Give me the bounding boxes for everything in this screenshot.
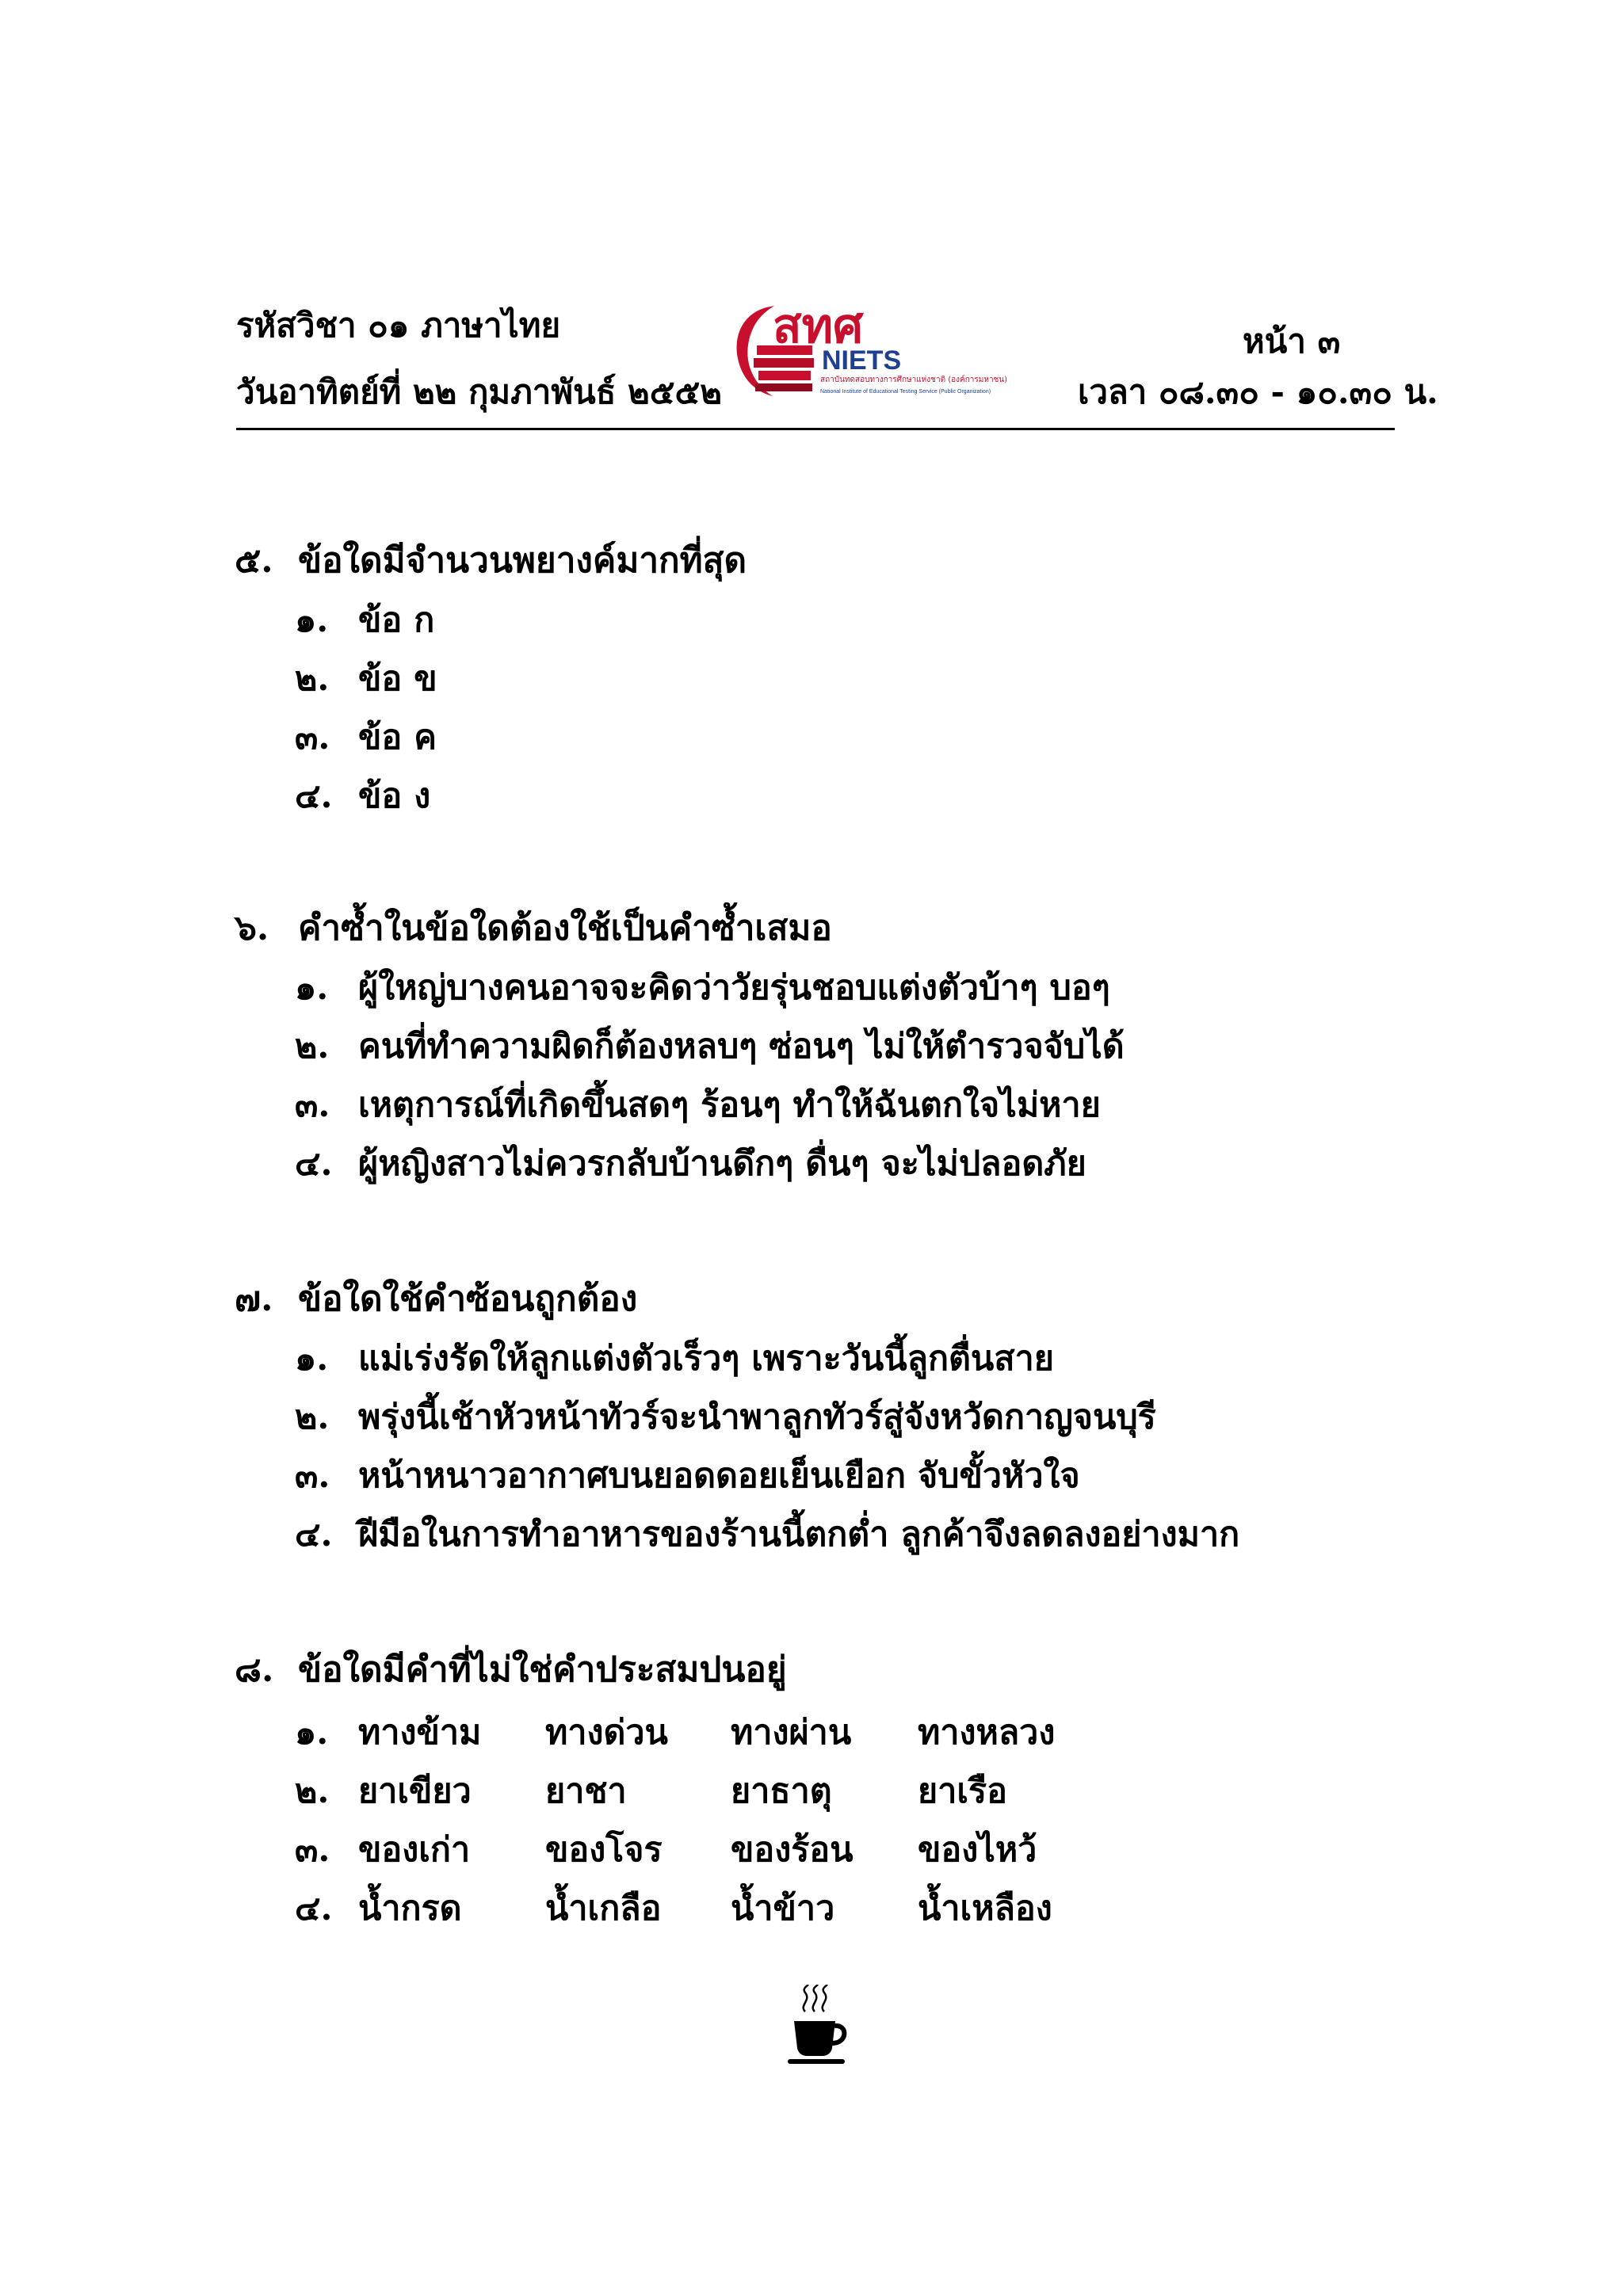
option-number: ๒. — [295, 1398, 330, 1437]
coffee-cup-icon — [785, 1985, 852, 2068]
option-word: ของร้อน — [731, 1830, 854, 1870]
option-number: ๒. — [295, 659, 330, 699]
option-text: เหตุการณ์ที่เกิดขึ้นสดๆ ร้อนๆ ทำให้ฉันตกใจไม่หาย — [358, 1085, 1101, 1125]
subject-code: รหัสวิชา ๐๑ ภาษาไทย — [236, 306, 561, 345]
option-word: ยาเขียว — [358, 1772, 472, 1811]
option-number: ๑. — [295, 601, 329, 640]
option-text: แม่เร่งรัดให้ลูกแต่งตัวเร็วๆ เพราะวันนี้ลูกตื่นสาย — [358, 1339, 1054, 1379]
question-number: ๕. — [235, 540, 273, 581]
logo-acronym: NIETS — [822, 345, 902, 376]
option-word: น้ำกรด — [358, 1889, 462, 1928]
niets-logo-icon — [725, 295, 1070, 399]
option-number: ๓. — [295, 1456, 330, 1496]
option-text: คนที่ทำความผิดก็ต้องหลบๆ ซ่อนๆ ไม่ให้ตำรวจจับได้ — [358, 1027, 1125, 1066]
option-number: ๑. — [295, 1713, 329, 1753]
option-word: ทางด่วน — [545, 1713, 668, 1753]
option-number: ๑. — [295, 968, 329, 1008]
option-text: ผู้ใหญ่บางคนอาจจะคิดว่าวัยรุ่นชอบแต่งตัวบ้าๆ บอๆ — [358, 968, 1110, 1008]
question-number: ๗. — [235, 1279, 273, 1319]
option-number: ๓. — [295, 1085, 330, 1125]
option-number: ๔. — [295, 1889, 333, 1928]
option-word: ทางข้าม — [358, 1713, 482, 1753]
option-text: พรุ่งนี้เช้าหัวหน้าทัวร์จะนำพาลูกทัวร์สู่จังหวัดกาญจนบุรี — [358, 1398, 1156, 1437]
logo-thai-acronym: สทศ — [773, 299, 864, 354]
option-number: ๑. — [295, 1339, 329, 1379]
option-text: ข้อ ข — [358, 659, 437, 699]
question-text: คำซ้ำในข้อใดต้องใช้เป็นคำซ้ำเสมอ — [298, 908, 832, 948]
option-word: ของไหว้ — [918, 1830, 1037, 1870]
option-word: ของโจร — [545, 1830, 663, 1870]
question-number: ๖. — [235, 908, 269, 948]
option-word: ยาธาตุ — [731, 1772, 832, 1811]
option-word: ของเก่า — [358, 1830, 471, 1870]
option-text: หน้าหนาวอากาศบนยอดดอยเย็นเยือก จับขั้วหัวใจ — [358, 1456, 1080, 1496]
question-text: ข้อใดมีคำที่ไม่ใช่คำประสมปนอยู่ — [298, 1650, 787, 1690]
question-text: ข้อใดมีจำนวนพยางค์มากที่สุด — [298, 540, 747, 581]
option-number: ๒. — [295, 1027, 330, 1066]
option-word: ยาชา — [545, 1772, 627, 1811]
option-text: ผู้หญิงสาวไม่ควรกลับบ้านดึกๆ ดื่นๆ จะไม่ปลอดภัย — [358, 1144, 1086, 1184]
logo-thai-name: สถาบันทดสอบทางการศึกษาแห่งชาติ (องค์การมหาชน) — [820, 376, 1008, 384]
question-number: ๘. — [235, 1650, 274, 1690]
option-text: ข้อ ก — [358, 601, 435, 640]
option-word: น้ำข้าว — [731, 1889, 835, 1928]
option-text: ข้อ ง — [358, 776, 431, 816]
exam-date: วันอาทิตย์ที่ ๒๒ กุมภาพันธ์ ๒๕๕๒ — [236, 372, 722, 411]
option-word: น้ำเหลือง — [918, 1889, 1052, 1928]
niets-logo — [725, 295, 1070, 399]
option-number: ๔. — [295, 1144, 333, 1184]
option-number: ๔. — [295, 776, 333, 816]
option-number: ๓. — [295, 718, 330, 757]
page-number: หน้า ๓ — [1243, 322, 1341, 360]
option-text: ข้อ ค — [358, 718, 437, 757]
exam-time: เวลา ๐๘.๓๐ - ๑๐.๓๐ น. — [1078, 372, 1438, 411]
option-number: ๔. — [295, 1515, 333, 1554]
option-word: ยาเรือ — [918, 1772, 1007, 1811]
option-number: ๒. — [295, 1772, 330, 1811]
option-word: ทางผ่าน — [731, 1713, 852, 1753]
header-divider — [236, 428, 1395, 430]
logo-english-name: National Institute of Educational Testing Service (Public Organization) — [820, 389, 991, 395]
option-text: ฝีมือในการทำอาหารของร้านนี้ตกต่ำ ลูกค้าจึงลดลงอย่างมาก — [358, 1515, 1240, 1554]
option-word: น้ำเกลือ — [545, 1889, 662, 1928]
question-text: ข้อใดใช้คำซ้อนถูกต้อง — [298, 1279, 638, 1319]
option-word: ทางหลวง — [918, 1713, 1056, 1753]
option-number: ๓. — [295, 1830, 330, 1870]
